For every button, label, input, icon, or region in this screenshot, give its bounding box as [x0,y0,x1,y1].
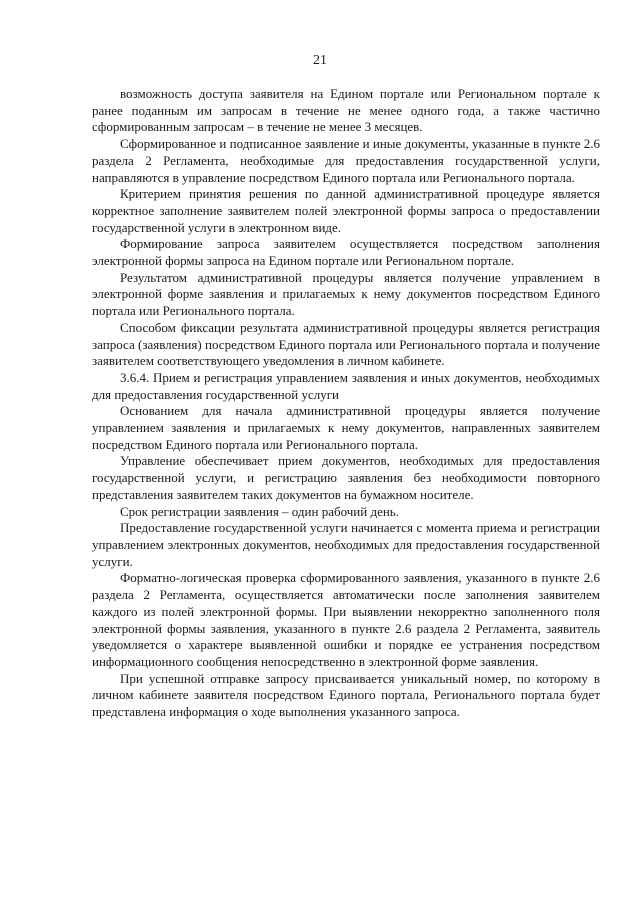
paragraph: Управление обеспечивает прием документов, необходимых для предоставления государственной услуги, и регистрацию заявления без необходимости повторного представления заявителем таких документов на бумажном носителе. [92,453,600,502]
paragraph: Способом фиксации результата административной процедуры является регистрация запроса (заявления) посредством Единого портала или Регионального портала и получение заявителем соответствующего уведомления в личном кабинете. [92,319,600,369]
paragraph: При успешной отправке запросу присваивается уникальный номер, по которому в личном кабинете заявителя посредством Единого портала, Регионального портала будет представлена информация о ходе выполнения указанного запроса. [92,670,600,720]
paragraph: Предоставление государственной услуги начинается с момента приема и регистрации управлением электронных документов, необходимых для предоставления государственной услуги. [92,520,600,569]
paragraph: Критерием принятия решения по данной административной процедуре является корректное заполнение заявителем полей электронной формы запроса о предоставлении государственной услуги в электронном виде. [92,186,600,235]
paragraph: Сформированное и подписанное заявление и иные документы, указанные в пункте 2.6 раздела 2 Регламента, необходимые для предоставления государственной услуги, направляются в управление посредством Единого портала или Регионального портала. [92,136,600,185]
document-body [92,86,600,721]
paragraph: Форматно-логическая проверка сформированного заявления, указанного в пункте 2.6 раздела 2 Регламента, осуществляется автоматически после заполнения заявителем каждого из полей электронной формы. При выявлении некорректно заполненного поля электронной формы заявления, указанного в пункте 2.6 раздела 2 Регламента, заявитель уведомляется о характере выявленной ошибки и порядке ее устранения посредством информационного сообщения непосредственно в электронной форме заявления. [92,570,600,669]
section-heading: 3.6.4. Прием и регистрация управлением заявления и иных документов, необходимых для предоставления государственной услуги [92,369,600,402]
page-number: 21 [313,53,327,68]
paragraph: Срок регистрации заявления – один рабочий день. [120,503,399,519]
paragraph: Результатом административной процедуры является получение управлением в электронной форме заявления и прилагаемых к нему документов посредством Единого портала или Регионального портала. [92,269,600,319]
paragraph: возможность доступа заявителя на Едином портале или Региональном портале к ранее поданным им запросам в течение не менее одного года, а также частично сформированным запросам – в течение не менее 3 месяцев. [92,86,600,135]
paragraph: Основанием для начала административной процедуры является получение управлением заявления и прилагаемых к нему документов, направленных заявителем посредством Единого портала или Регионального портала. [92,403,600,452]
paragraph: Формирование запроса заявителем осуществляется посредством заполнения электронной формы запроса на Едином портале или Региональном портале. [92,236,600,269]
